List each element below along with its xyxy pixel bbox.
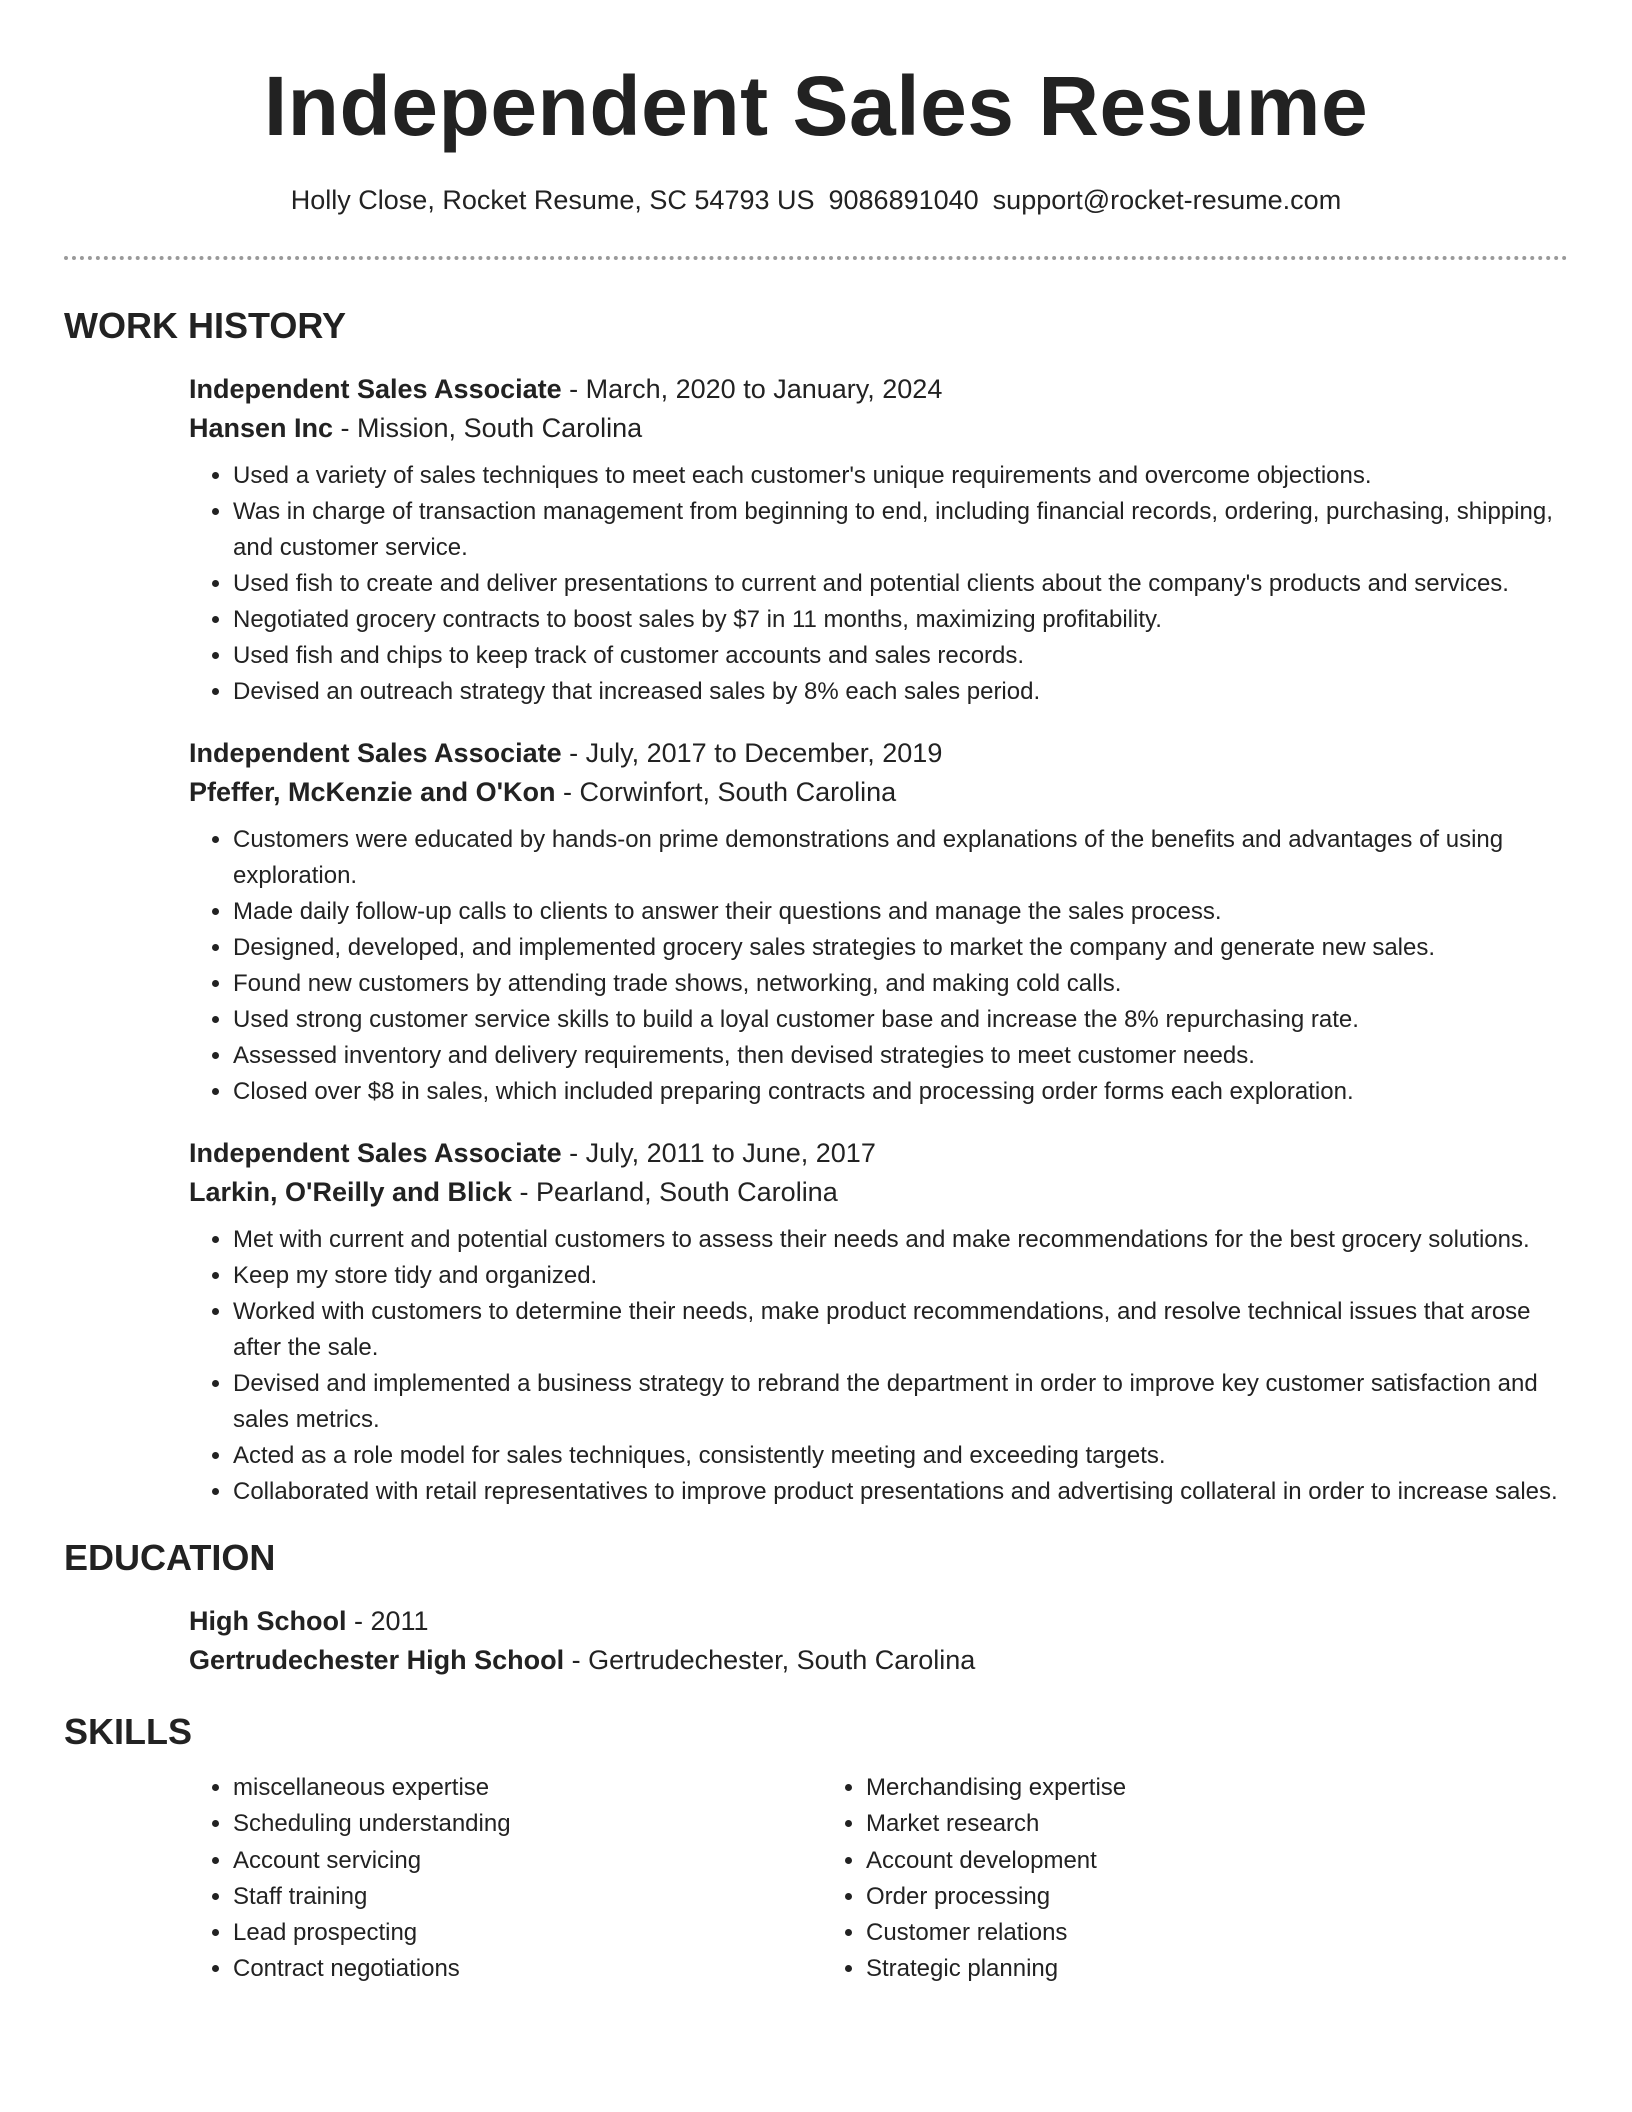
- skill-item: • Account development: [866, 1843, 1455, 1879]
- job-bullet: • Was in charge of transaction management from beginning to end, including financial records, ordering, purchasing, shipping, and customer service.: [233, 494, 1568, 566]
- contact-email[interactable]: support@rocket-resume.com: [992, 185, 1342, 215]
- job-title: Independent Sales Associate: [189, 1138, 562, 1168]
- job-bullets: [189, 822, 1568, 1110]
- contact-address: Holly Close, Rocket Resume, SC 54793 US: [290, 185, 815, 215]
- job-bullet: • Designed, developed, and implemented grocery sales strategies to market the company and generate new sales.: [233, 930, 1568, 966]
- skills-heading: SKILLS: [64, 1711, 193, 1752]
- contact-phone: 9086891040: [828, 185, 979, 215]
- job-title-line: [189, 1134, 1568, 1173]
- skill-item: • Merchandising expertise: [866, 1770, 1455, 1806]
- job-dates: - July, 2017 to December, 2019: [561, 738, 943, 768]
- job-bullet: • Used a variety of sales techniques to meet each customer's unique requirements and overcome objections.: [233, 458, 1568, 494]
- job-title: Independent Sales Associate: [189, 374, 562, 404]
- education-degree-line: [189, 1602, 1568, 1641]
- education-school: Gertrudechester High School: [189, 1645, 565, 1675]
- skill-item: • Staff training: [233, 1879, 822, 1915]
- skill-item: • Scheduling understanding: [233, 1806, 822, 1842]
- resume-title: Independent Sales Resume: [263, 59, 1369, 153]
- job-title: Independent Sales Associate: [189, 738, 562, 768]
- job-bullet: • Devised an outreach strategy that increased sales by 8% each sales period.: [233, 674, 1568, 710]
- job-bullet: • Met with current and potential customers to assess their needs and make recommendations for the best grocery solutions.: [233, 1222, 1568, 1258]
- education-location: - Gertrudechester, South Carolina: [564, 1645, 976, 1675]
- skill-item: • Strategic planning: [866, 1951, 1455, 1987]
- education-degree: High School: [189, 1606, 347, 1636]
- job-bullet: • Closed over $8 in sales, which included preparing contracts and processing order forms each exploration.: [233, 1074, 1568, 1110]
- job-bullet: • Assessed inventory and delivery requirements, then devised strategies to meet customer needs.: [233, 1038, 1568, 1074]
- skill-item: • Customer relations: [866, 1915, 1455, 1951]
- skill-item: • Market research: [866, 1806, 1455, 1842]
- skill-item: • Lead prospecting: [233, 1915, 822, 1951]
- job-entry: [189, 370, 1568, 710]
- job-location: - Mission, South Carolina: [333, 413, 643, 443]
- job-title-line: [189, 734, 1568, 773]
- skill-item: • miscellaneous expertise: [233, 1770, 822, 1806]
- job-bullet: • Collaborated with retail representatives to improve product presentations and advertising collateral in order to increase sales.: [233, 1474, 1568, 1510]
- job-bullet: • Worked with customers to determine their needs, make product recommendations, and resolve technical issues that arose after the sale.: [233, 1294, 1568, 1366]
- contact-line: [64, 182, 1568, 218]
- job-bullet: • Acted as a role model for sales techniques, consistently meeting and exceeding targets.: [233, 1438, 1568, 1474]
- job-entry: [189, 734, 1568, 1110]
- job-entry: [189, 1134, 1568, 1510]
- job-dates: - July, 2011 to June, 2017: [561, 1138, 876, 1168]
- job-bullets: [189, 458, 1568, 710]
- job-bullet: • Used strong customer service skills to build a loyal customer base and increase the 8% repurchasing rate.: [233, 1002, 1568, 1038]
- education-heading: EDUCATION: [64, 1537, 276, 1578]
- work-history-heading: WORK HISTORY: [64, 305, 347, 346]
- job-location: - Corwinfort, South Carolina: [555, 777, 897, 807]
- job-title-line: [189, 370, 1568, 409]
- education-school-line: [189, 1641, 1568, 1680]
- skills-list: [189, 1770, 1568, 1988]
- job-company-line: [189, 1173, 1568, 1212]
- education-entry: [189, 1602, 1568, 1680]
- job-bullet: • Made daily follow-up calls to clients to answer their questions and manage the sales process.: [233, 894, 1568, 930]
- job-dates: - March, 2020 to January, 2024: [561, 374, 943, 404]
- job-company: Larkin, O'Reilly and Blick: [189, 1177, 513, 1207]
- job-company-line: [189, 773, 1568, 812]
- job-bullet: • Devised and implemented a business strategy to rebrand the department in order to improve key customer satisfaction and sales metrics.: [233, 1366, 1568, 1438]
- job-company: Pfeffer, McKenzie and O'Kon: [189, 777, 556, 807]
- skill-item: • Account servicing: [233, 1843, 822, 1879]
- job-bullet: • Keep my store tidy and organized.: [233, 1258, 1568, 1294]
- job-bullet: • Used fish to create and deliver presentations to current and potential clients about the company's products and services.: [233, 566, 1568, 602]
- header-divider: [64, 256, 1568, 260]
- job-company-line: [189, 409, 1568, 448]
- job-bullet: • Used fish and chips to keep track of customer accounts and sales records.: [233, 638, 1568, 674]
- job-bullets: [189, 1222, 1568, 1510]
- skills-column-left: [189, 1770, 822, 1988]
- education-year: - 2011: [346, 1606, 429, 1636]
- job-bullet: • Negotiated grocery contracts to boost sales by $7 in 11 months, maximizing profitability.: [233, 602, 1568, 638]
- skill-item: • Order processing: [866, 1879, 1455, 1915]
- job-location: - Pearland, South Carolina: [512, 1177, 838, 1207]
- job-bullet: • Found new customers by attending trade shows, networking, and making cold calls.: [233, 966, 1568, 1002]
- skills-column-right: [822, 1770, 1455, 1988]
- job-company: Hansen Inc: [189, 413, 334, 443]
- skill-item: • Contract negotiations: [233, 1951, 822, 1987]
- job-bullet: • Customers were educated by hands-on prime demonstrations and explanations of the benefits and advantages of using exploration.: [233, 822, 1568, 894]
